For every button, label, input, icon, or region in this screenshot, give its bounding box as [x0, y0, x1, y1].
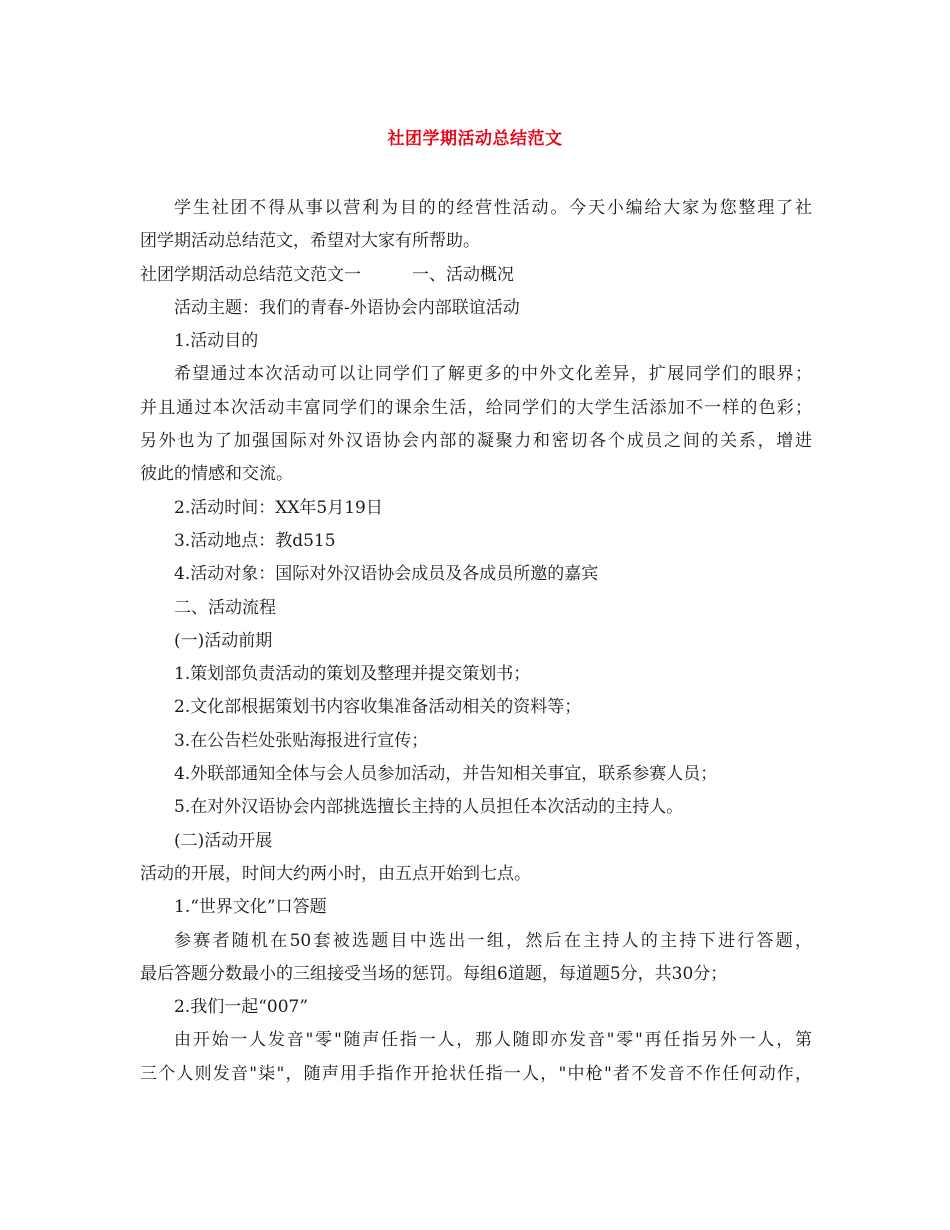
paragraph-line: 由开始一人发音"零"随声任指一人，那人随即亦发音"零"再任指另外一人，第: [174, 1030, 812, 1051]
paragraph-line: 学生社团不得从事以营利为目的的经营性活动。今天小编给大家为您整理了社: [174, 198, 812, 218]
paragraph-line: 另外也为了加强国际对外汉语协会内部的凝聚力和密切各个成员之间的关系，增进: [140, 431, 812, 452]
paragraph-line: 并且通过本次活动丰富同学们的课余生活，给同学们的大学生活添加不一样的色彩；: [140, 397, 812, 418]
list-item: 1.“世界文化”口答题: [174, 897, 327, 918]
list-item: 3.在公告栏处张贴海报进行宣传；: [174, 730, 429, 751]
section-heading-line: 二、活动流程: [174, 597, 276, 618]
paragraph-line: 三个人则发音"柒"，随声用手指作开抢状任指一人，"中枪"者不发音不作任何动作，: [140, 1063, 812, 1084]
list-item: 1.策划部负责活动的策划及整理并提交策划书；: [174, 664, 531, 685]
paragraph-line: 4.活动对象：国际对外汉语协会成员及各成员所邀的嘉宾: [174, 564, 599, 585]
section-heading-line: 社团学期活动总结范文范文一 一、活动概况: [140, 264, 514, 285]
paragraph-line: 团学期活动总结范文，希望对大家有所帮助。: [140, 231, 480, 252]
subsection-heading-line: (二)活动开展: [174, 830, 273, 851]
paragraph-line: 活动主题：我们的青春-外语协会内部联谊活动: [174, 297, 520, 318]
paragraph-line: 希望通过本次活动可以让同学们了解更多的中外文化差异，扩展同学们的眼界；: [174, 364, 812, 385]
document-title: 社团学期活动总结范文: [387, 129, 563, 149]
paragraph-line: 2.活动时间：XX年5月19日: [174, 497, 383, 518]
paragraph-line: 最后答题分数最小的三组接受当场的惩罚。每组6道题，每道题5分，共30分；: [140, 963, 728, 984]
paragraph-line: 彼此的情感和交流。: [140, 464, 293, 485]
paragraph-line: 参赛者随机在50套被选题目中选出一组，然后在主持人的主持下进行答题，: [174, 930, 812, 951]
list-item: 2.文化部根据策划书内容收集准备活动相关的资料等；: [174, 697, 582, 718]
paragraph-line: 活动的开展，时间大约两小时，由五点开始到七点。: [140, 863, 531, 884]
subsection-heading-line: (一)活动前期: [174, 630, 273, 651]
list-item: 4.外联部通知全体与会人员参加活动，并告知相关事宜，联系参赛人员；: [174, 764, 718, 785]
paragraph-line: 1.活动目的: [174, 331, 259, 352]
paragraph-line: 3.活动地点：教d515: [174, 530, 336, 551]
list-item: 2.我们一起“007”: [174, 997, 309, 1018]
document-body: [140, 192, 812, 1091]
list-item: 5.在对外汉语协会内部挑选擅长主持的人员担任本次活动的主持人。: [174, 797, 684, 818]
